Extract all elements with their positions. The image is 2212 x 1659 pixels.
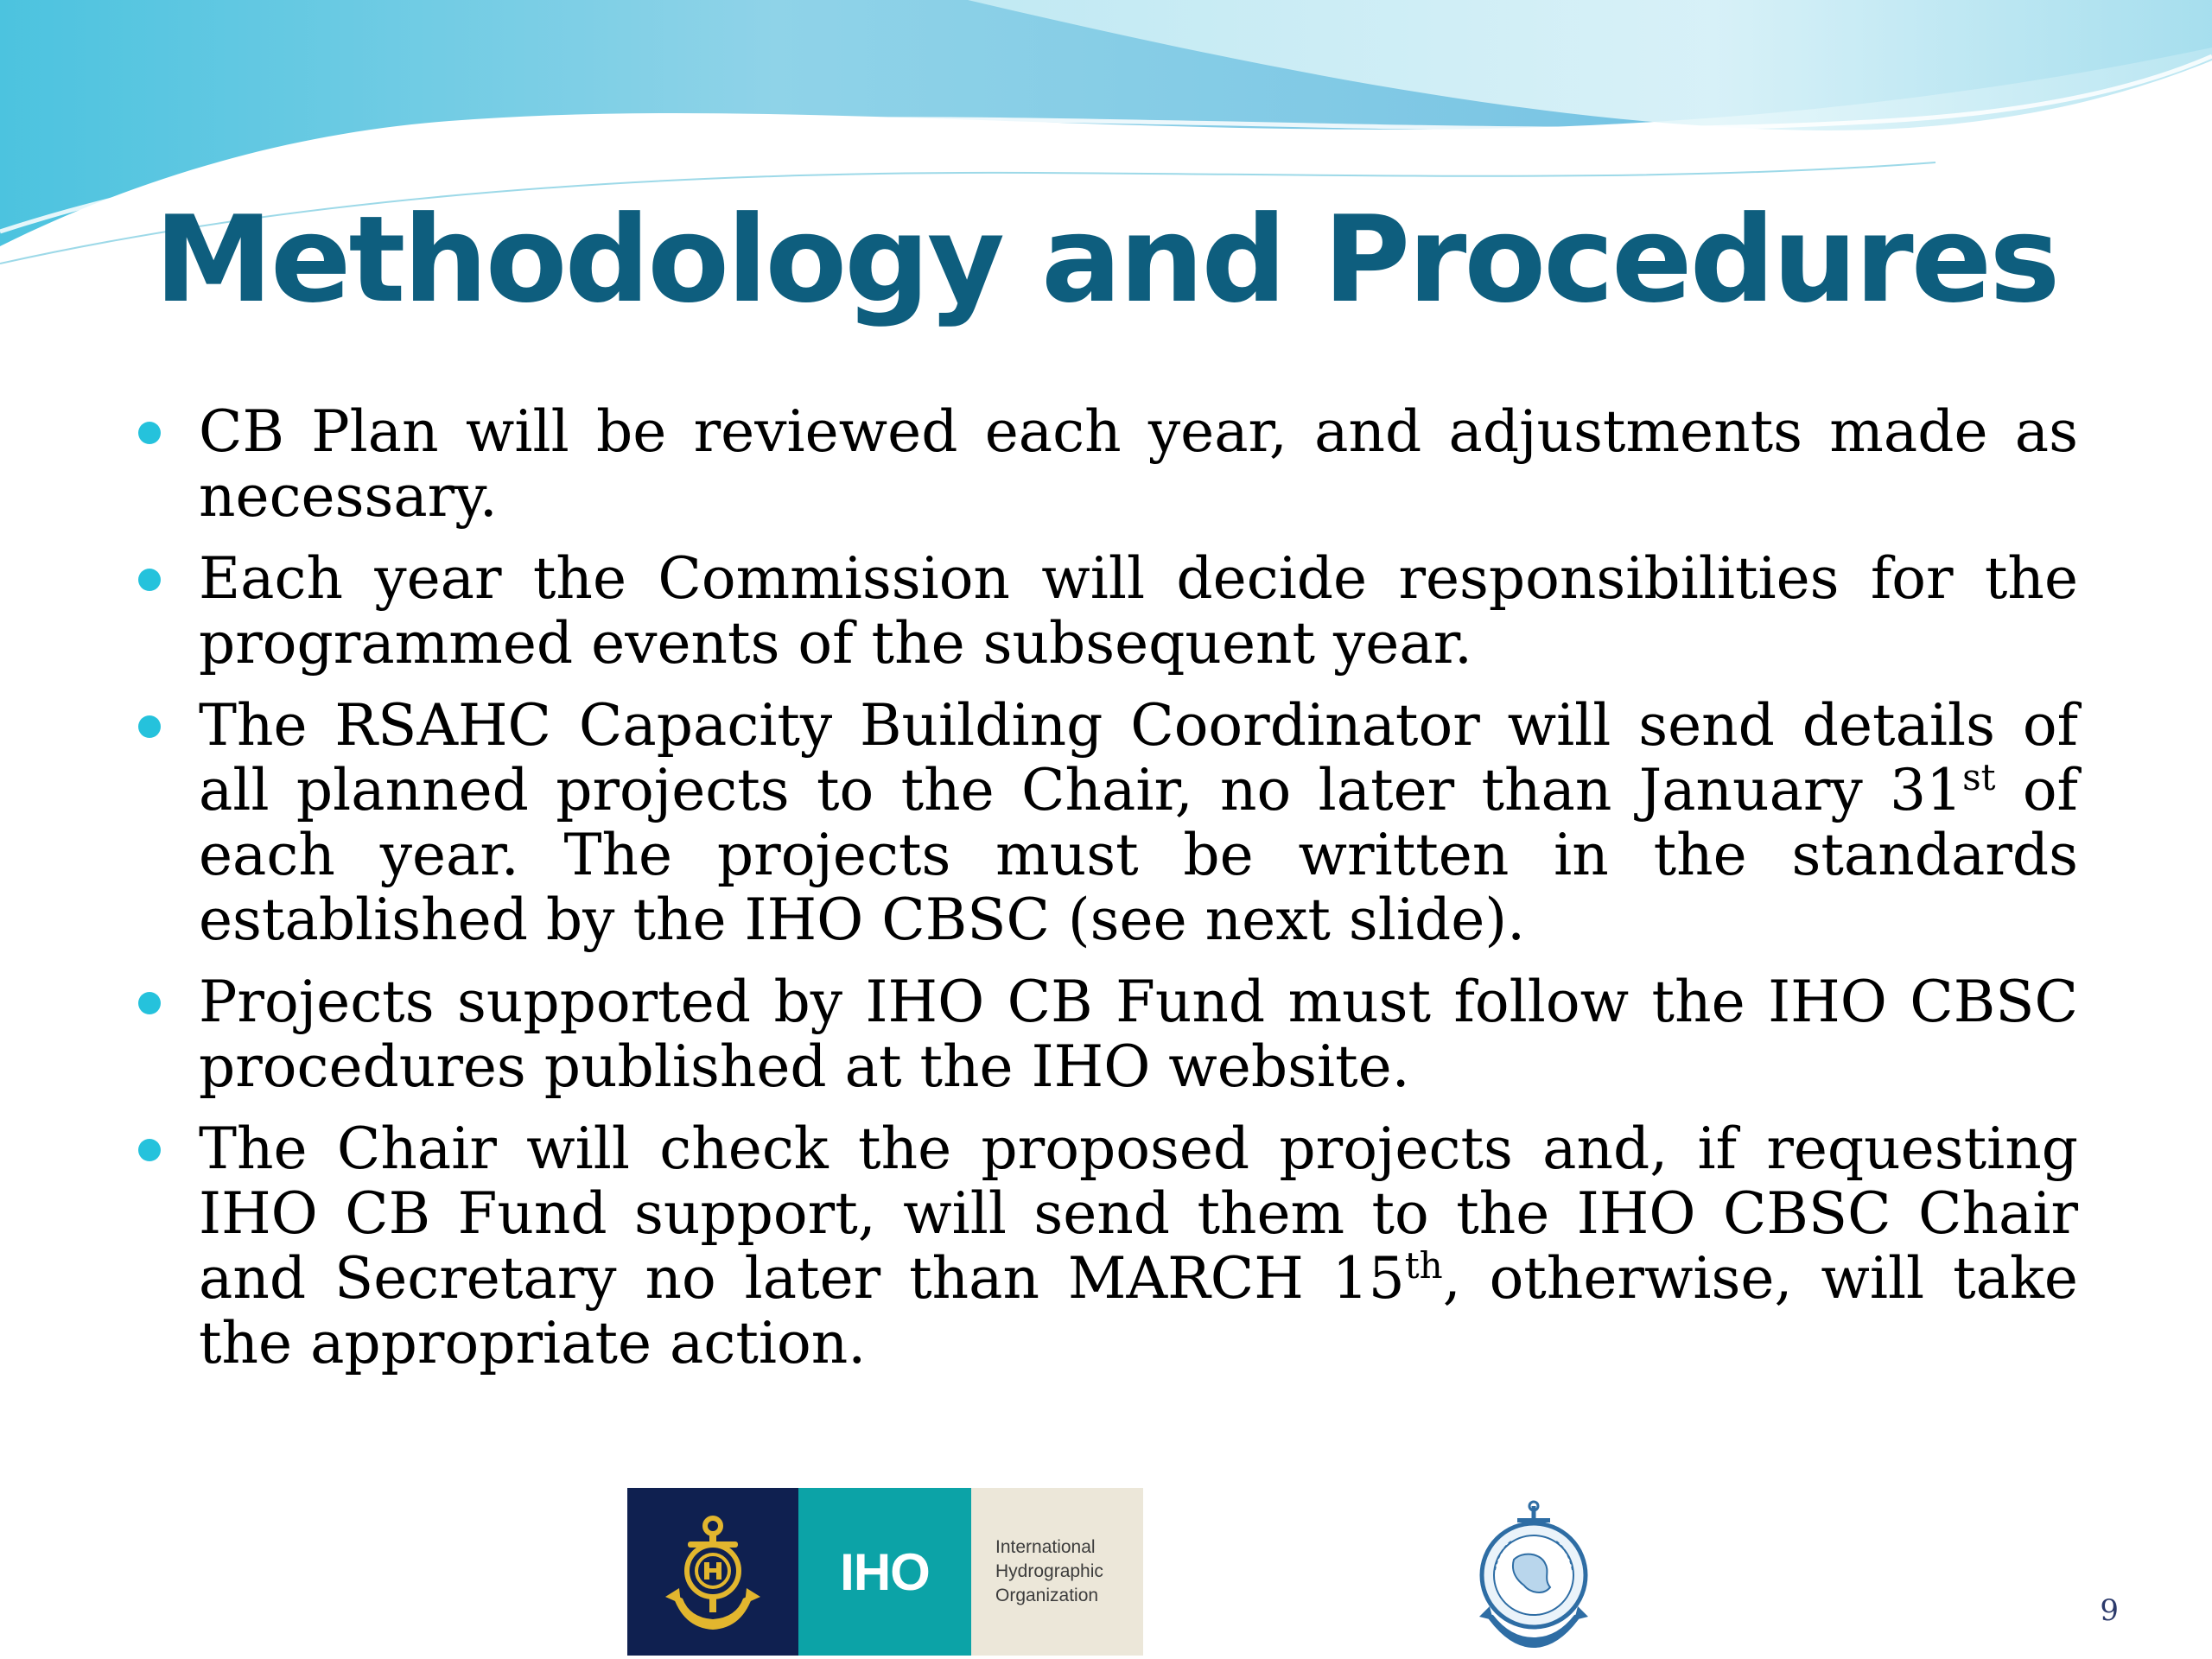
iho-full-name: International Hydrographic Organization: [995, 1537, 1103, 1605]
iho-abbreviation: IHO: [840, 1542, 930, 1601]
iho-name-panel: [971, 1488, 1143, 1656]
circle-bullet-icon: [138, 569, 161, 591]
circle-bullet-icon: [138, 422, 161, 444]
slide-title: Methodology and Procedures: [154, 190, 2058, 329]
bullet-text: Each year the Commission will decide responsibilities for the programmed events of the subsequent year.: [199, 545, 2078, 677]
page-number: 9: [2100, 1593, 2119, 1628]
bullet-item: [138, 693, 2078, 952]
bullet-text-continued: of each year. The projects must be written in the standards established by the IHO CBSC (see next slide).: [199, 757, 2078, 953]
bullet-text-continued: , otherwise, will take the appropriate action.: [199, 1245, 2078, 1376]
bullet-item: [138, 399, 2078, 529]
bullet-text: The Chair will check the proposed projects and, if requesting IHO CB Fund support, will send them to the IHO CBSC Chair and Secretary no later than MARCH 15: [199, 1116, 2078, 1312]
circle-bullet-icon: [138, 1139, 161, 1161]
circle-bullet-icon: [138, 715, 161, 738]
ordinal-suffix: th: [1404, 1244, 1443, 1287]
bullet-item: [138, 1116, 2078, 1376]
bullet-text: CB Plan will be reviewed each year, and adjustments made as necessary.: [199, 398, 2078, 530]
anchor-emblem-icon: [657, 1507, 769, 1637]
iho-abbreviation-panel: [798, 1488, 971, 1656]
bullet-text: The RSAHC Capacity Building Coordinator will send details of all planned projects to the Chair, no later than January 31: [199, 692, 2078, 823]
iho-logo: [627, 1488, 1143, 1656]
ordinal-suffix: st: [1962, 756, 1996, 798]
circle-bullet-icon: [138, 992, 161, 1014]
bullet-text: Projects supported by IHO CB Fund must follow the IHO CBSC procedures published at the IHO website.: [199, 969, 2078, 1100]
bullet-list: [138, 399, 2078, 1393]
bullet-item: [138, 546, 2078, 676]
anchor-seal-icon: [1460, 1499, 1607, 1653]
bullet-item: [138, 969, 2078, 1099]
iho-emblem-panel: [627, 1488, 798, 1656]
